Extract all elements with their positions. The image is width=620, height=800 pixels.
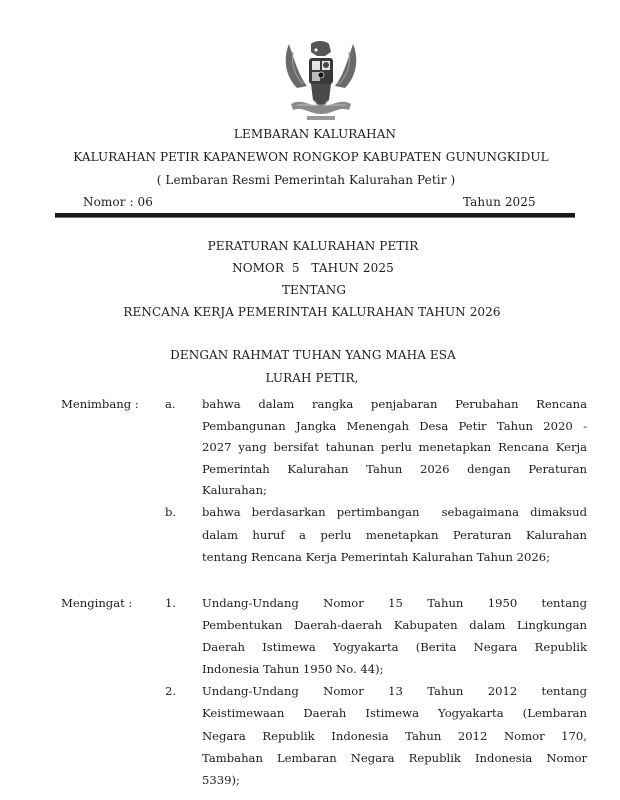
gazette-title: LEMBARAN KALURAHAN (233, 127, 397, 141)
preamble-official: LURAH PETIR, (265, 371, 359, 385)
mengingat-item-1-line: Indonesia Tahun 1950 No. 44); (202, 662, 384, 676)
regulation-title: PERATURAN KALURAHAN PETIR (207, 239, 419, 253)
mengingat-item-1-line: Daerah Istimewa Yogyakarta (Berita Negara Republik (202, 640, 587, 654)
mengingat-item-2-line: Tambahan Lembaran Negara Republik Indonesia Nomor (202, 751, 587, 765)
menimbang-item-a-line: Kalurahan; (202, 483, 267, 497)
menimbang-item-a-line: 2027 yang bersifat tahunan perlu menetapkan Rencana Kerja (202, 440, 587, 454)
garuda-emblem-icon (281, 38, 361, 124)
gazette-number: Nomor : 06 (83, 195, 154, 209)
mengingat-item-2-line: Negara Republik Indonesia Tahun 2012 Nomor 170, (202, 729, 587, 743)
mengingat-label: Mengingat : (61, 596, 133, 610)
menimbang-item-a-line: bahwa dalam rangka penjabaran Perubahan Rencana (202, 397, 587, 411)
menimbang-item-b-marker: b. (165, 505, 177, 519)
menimbang-item-b-line: tentang Rencana Kerja Pemerintah Kalurahan Tahun 2026; (202, 550, 551, 564)
menimbang-item-a-marker: a. (165, 397, 176, 411)
menimbang-item-a-line: Pemerintah Kalurahan Tahun 2026 dengan Peraturan (202, 462, 587, 476)
preamble-invocation: DENGAN RAHMAT TUHAN YANG MAHA ESA (170, 348, 456, 362)
mengingat-item-2-line: 5339); (202, 773, 240, 787)
mengingat-item-2-line: Undang-Undang Nomor 13 Tahun 2012 tentang (202, 684, 587, 698)
regulation-about: TENTANG (281, 283, 347, 297)
mengingat-item-2-marker: 2. (165, 684, 177, 698)
regulation-number: NOMOR 5 TAHUN 2025 (232, 261, 394, 275)
gazette-official-note: ( Lembaran Resmi Pemerintah Kalurahan Petir ) (156, 173, 456, 187)
mengingat-item-1-marker: 1. (165, 596, 177, 610)
header-divider (55, 213, 575, 218)
mengingat-item-1-line: Pembentukan Daerah-daerah Kabupaten dalam Lingkungan (202, 618, 587, 632)
regulation-subject: RENCANA KERJA PEMERINTAH KALURAHAN TAHUN 2026 (123, 305, 501, 319)
menimbang-item-b-line: bahwa berdasarkan pertimbangan sebagaimana dimaksud (202, 505, 587, 519)
mengingat-item-1-line: Undang-Undang Nomor 15 Tahun 1950 tentang (202, 596, 587, 610)
gazette-year: Tahun 2025 (463, 195, 536, 209)
menimbang-item-b-line: dalam huruf a perlu menetapkan Peraturan Kalurahan (202, 528, 587, 542)
gazette-subtitle: KALURAHAN PETIR KAPANEWON RONGKOP KABUPATEN GUNUNGKIDUL (73, 150, 549, 164)
menimbang-item-a-line: Pembangunan Jangka Menengah Desa Petir Tahun 2020 - (202, 419, 587, 433)
mengingat-item-2-line: Keistimewaan Daerah Istimewa Yogyakarta (Lembaran (202, 706, 587, 720)
menimbang-label: Menimbang : (61, 397, 139, 411)
